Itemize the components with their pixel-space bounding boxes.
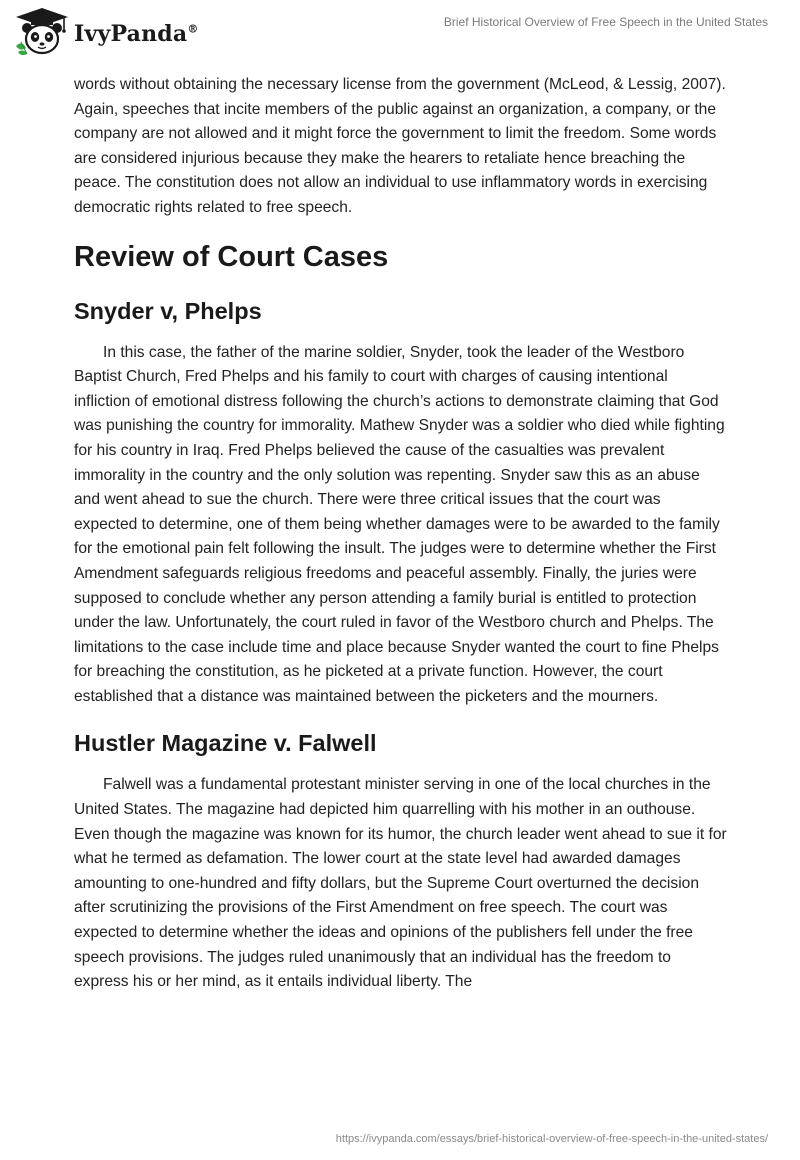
case-heading-hustler: Hustler Magazine v. Falwell (74, 730, 377, 757)
case-paragraph-hustler: Falwell was a fundamental protestant minister serving in one of the local churches in the United States. The magazine had depicted him quarrelling with his mother in an outhouse. Even though the magazine was known for its humor, the church leader went ahead to sue it for what he termed as defamation. The lower court at the state level had awarded damages amounting to one-hundred and fifty dollars, but the Supreme Court overturned the decision after scrutinizing the provisions of the First Amendment on free speech. The court was expected to determine whether the ideas and opinions of the publishers fell under the free speech provisions. The judges ruled unanimously that an individual has the freedom to express his or her mind, as it entails individual liberty. The (74, 776, 727, 991)
intro-paragraph: words without obtaining the necessary license from the government (McLeod, & Lessig, 2007). Again, speeches that incite members of the public against an organization, a company, or the company are not allowed and it might force the government to limit the freedom. Some words are considered injurious because they make the hearers to retaliate hence breaching the peace. The constitution does not allow an individual to use inflammatory words in exercising democratic rights related to free speech. (74, 76, 726, 216)
case-heading-snyder: Snyder v, Phelps (74, 297, 262, 324)
page-header (0, 0, 800, 70)
case-paragraph-snyder: In this case, the father of the marine soldier, Snyder, took the leader of the Westboro Baptist Church, Fred Phelps and his family to court with charges of causing intentional infliction of emotional distress following the church’s actions to demonstrate claiming that God was punishing the country for immorality. Mathew Snyder was a soldier who died while fighting for his country in Iraq. Fred Phelps believed the cause of the casualties was prevalent immorality in the country and the only solution was repenting. Snyder saw this as an abuse and went ahead to sue the church. There were three critical issues that the court was expected to determine, one of them being whether damages were to be awarded to the family for the emotional pain felt following the insult. The judges were to determine whether the First Amendment safeguards religious freedoms and peaceful assembly. Finally, the juries were supposed to conclude whether any person attending a family burial is entitled to protection under the law. Unfortunately, the court ruled in favor of the Westboro church and Phelps. The limitations to the case include time and place because Snyder wanted the court to fine Phelps for breaching the constitution, as he picketed at a private function. However, the court established that a distance was maintained between the picketers and the mourners. (74, 343, 725, 705)
section-heading: Review of Court Cases (74, 240, 389, 273)
essay-content (74, 70, 728, 995)
document-title: Brief Historical Overview of Free Speech in the United States (443, 15, 768, 29)
ivypanda-logo[interactable] (12, 6, 199, 58)
logo-wordmark: IvyPanda® (74, 21, 199, 47)
source-url[interactable]: https://ivypanda.com/essays/brief-historical-overview-of-free-speech-in-the-united-states/ (335, 1133, 768, 1145)
panda-graduate-icon (12, 6, 72, 58)
